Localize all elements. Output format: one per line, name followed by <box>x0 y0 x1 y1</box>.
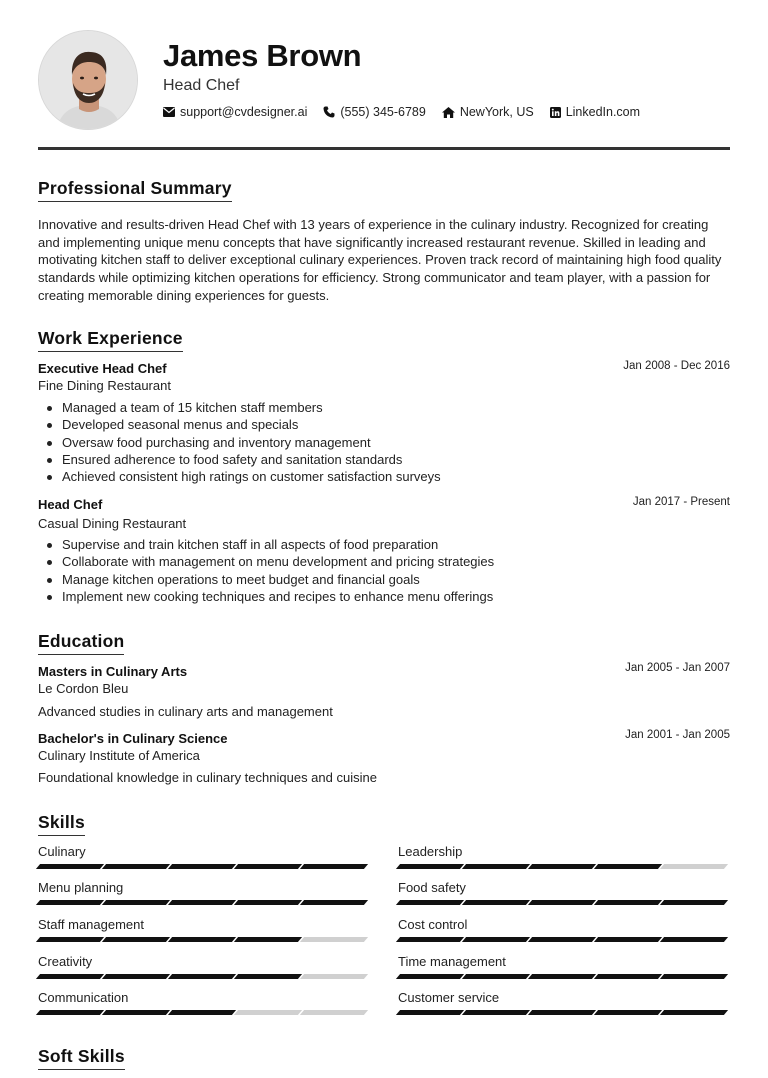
education-heading: Education <box>38 631 124 655</box>
skill-segment-filled <box>396 900 464 905</box>
job-dates: Jan 2008 - Dec 2016 <box>623 360 730 372</box>
skill-segment-filled <box>168 937 236 942</box>
skill-label: Food safety <box>398 880 466 895</box>
job-bullet: Achieved consistent high ratings on customer satisfaction surveys <box>45 468 725 485</box>
header-divider <box>38 147 730 150</box>
skill-level-bar <box>38 900 368 905</box>
job-bullet: Ensured adherence to food safety and sanitation standards <box>45 451 725 468</box>
skill-segment-filled <box>660 1010 728 1015</box>
degree-dates: Jan 2001 - Jan 2005 <box>625 729 730 741</box>
candidate-role: Head Chef <box>163 77 240 94</box>
skill-segment-filled <box>594 937 662 942</box>
skill-label: Creativity <box>38 954 93 969</box>
job-title: Executive Head Chef <box>38 361 167 376</box>
skill-segment-filled <box>168 864 236 869</box>
degree-school: Le Cordon Bleu <box>38 681 129 696</box>
skill-segment-empty <box>660 864 728 869</box>
contact-phone-text: (555) 345-6789 <box>340 105 426 119</box>
skill-segment-filled <box>168 900 236 905</box>
job-bullet: Developed seasonal menus and specials <box>45 416 725 433</box>
job-bullet: Oversaw food purchasing and inventory management <box>45 434 725 451</box>
skill-segment-filled <box>528 1010 596 1015</box>
skill-item <box>38 990 368 1020</box>
skill-level-bar <box>38 974 368 979</box>
job-bullet: Supervise and train kitchen staff in all aspects of food preparation <box>45 536 725 553</box>
skill-segment-filled <box>528 900 596 905</box>
contact-list <box>163 105 656 119</box>
skill-label: Communication <box>38 990 129 1005</box>
skills-heading: Skills <box>38 812 85 836</box>
skill-item <box>38 917 368 947</box>
skill-segment-filled <box>234 864 302 869</box>
job-bullets <box>45 536 725 605</box>
skill-segment-filled <box>300 864 368 869</box>
skill-segment-filled <box>396 974 464 979</box>
skill-label: Menu planning <box>38 880 124 895</box>
skill-segment-empty <box>234 1010 302 1015</box>
contact-location-text: NewYork, US <box>459 105 534 119</box>
skill-level-bar <box>398 1010 728 1015</box>
skill-segment-filled <box>300 900 368 905</box>
degree-school: Culinary Institute of America <box>38 748 200 763</box>
skill-level-bar <box>398 900 728 905</box>
skill-level-bar <box>398 974 728 979</box>
resume-header <box>38 30 730 130</box>
contact-linkedin-text: LinkedIn.com <box>565 105 641 119</box>
contact-email-text: support@cvdesigner.ai <box>180 105 308 119</box>
skill-item <box>38 844 368 874</box>
skill-item <box>398 954 728 984</box>
skill-segment-filled <box>528 974 596 979</box>
skill-segment-filled <box>528 864 596 869</box>
candidate-name: James Brown <box>163 38 362 73</box>
skill-label: Cost control <box>398 917 468 932</box>
linkedin-icon <box>550 107 561 118</box>
skill-level-bar <box>398 937 728 942</box>
degree-dates: Jan 2005 - Jan 2007 <box>625 662 730 674</box>
soft-skills-heading: Soft Skills <box>38 1046 125 1070</box>
skill-segment-filled <box>660 900 728 905</box>
skill-segment-filled <box>168 1010 236 1015</box>
skill-item <box>398 990 728 1020</box>
skill-segment-filled <box>396 937 464 942</box>
skill-segment-filled <box>462 864 530 869</box>
skill-item <box>38 954 368 984</box>
avatar <box>38 30 138 130</box>
skill-label: Leadership <box>398 844 463 859</box>
phone-icon <box>323 106 335 118</box>
job-company: Casual Dining Restaurant <box>38 516 187 531</box>
skill-label: Customer service <box>398 990 500 1005</box>
skill-segment-filled <box>102 937 170 942</box>
skill-segment-filled <box>234 900 302 905</box>
skill-segment-filled <box>594 1010 662 1015</box>
skill-segment-filled <box>396 1010 464 1015</box>
home-icon <box>442 107 455 118</box>
contact-location <box>442 105 534 119</box>
job-dates: Jan 2017 - Present <box>632 496 730 508</box>
job-company: Fine Dining Restaurant <box>38 378 171 393</box>
skill-segment-filled <box>36 864 104 869</box>
degree-description: Advanced studies in culinary arts and management <box>38 704 333 719</box>
job-bullet: Manage kitchen operations to meet budget and financial goals <box>45 571 725 588</box>
skill-level-bar <box>38 937 368 942</box>
skill-segment-empty <box>300 1010 368 1015</box>
skill-segment-filled <box>594 864 662 869</box>
summary-heading: Professional Summary <box>38 178 232 202</box>
skill-item <box>398 880 728 910</box>
skill-segment-filled <box>594 974 662 979</box>
skill-segment-filled <box>396 864 464 869</box>
job-bullets <box>45 399 725 485</box>
skill-segment-filled <box>36 937 104 942</box>
skill-segment-filled <box>36 974 104 979</box>
skill-level-bar <box>398 864 728 869</box>
skill-segment-filled <box>660 974 728 979</box>
degree-title: Bachelor's in Culinary Science <box>38 731 228 746</box>
job-bullet: Managed a team of 15 kitchen staff members <box>45 399 725 416</box>
degree-description: Foundational knowledge in culinary techniques and cuisine <box>38 770 377 785</box>
skill-segment-filled <box>168 974 236 979</box>
skill-segment-filled <box>36 900 104 905</box>
contact-linkedin[interactable] <box>550 105 640 119</box>
envelope-icon <box>163 107 175 117</box>
skill-segment-filled <box>462 1010 530 1015</box>
summary-text: Innovative and results-driven Head Chef with 13 years of experience in the culinary industry. Recognized for creating and implementing unique menu concepts that have significantly increased restaurant revenue. Skilled in leading and motivating kitchen staff to deliver exceptional culinary experiences. Proven track record of maintaining high food quality standards while optimizing kitchen operations for efficiency. Strong communicator and team player, with a passion for creating memorable dining experiences for guests. <box>38 217 722 303</box>
skill-item <box>38 880 368 910</box>
job-bullet: Collaborate with management on menu development and pricing strategies <box>45 553 725 570</box>
skill-segment-filled <box>102 1010 170 1015</box>
skill-segment-empty <box>300 937 368 942</box>
skill-level-bar <box>38 1010 368 1015</box>
skill-item <box>398 917 728 947</box>
skill-segment-filled <box>462 937 530 942</box>
skill-label: Culinary <box>38 844 86 859</box>
skill-segment-filled <box>594 900 662 905</box>
skill-segment-filled <box>462 974 530 979</box>
skill-segment-filled <box>102 864 170 869</box>
skill-segment-empty <box>300 974 368 979</box>
skill-label: Staff management <box>38 917 144 932</box>
skill-segment-filled <box>234 937 302 942</box>
portrait-photo <box>39 31 138 130</box>
skill-segment-filled <box>660 937 728 942</box>
skill-label: Time management <box>398 954 506 969</box>
skill-segment-filled <box>102 974 170 979</box>
job-title: Head Chef <box>38 497 103 512</box>
contact-phone[interactable] <box>323 105 425 119</box>
skill-segment-filled <box>102 900 170 905</box>
degree-title: Masters in Culinary Arts <box>38 664 188 679</box>
contact-email[interactable] <box>163 105 307 119</box>
skill-segment-filled <box>528 937 596 942</box>
skill-segment-filled <box>234 974 302 979</box>
skill-level-bar <box>38 864 368 869</box>
skill-segment-filled <box>36 1010 104 1015</box>
work-heading: Work Experience <box>38 328 183 352</box>
skill-segment-filled <box>462 900 530 905</box>
skill-item <box>398 844 728 874</box>
job-bullet: Implement new cooking techniques and recipes to enhance menu offerings <box>45 588 725 605</box>
